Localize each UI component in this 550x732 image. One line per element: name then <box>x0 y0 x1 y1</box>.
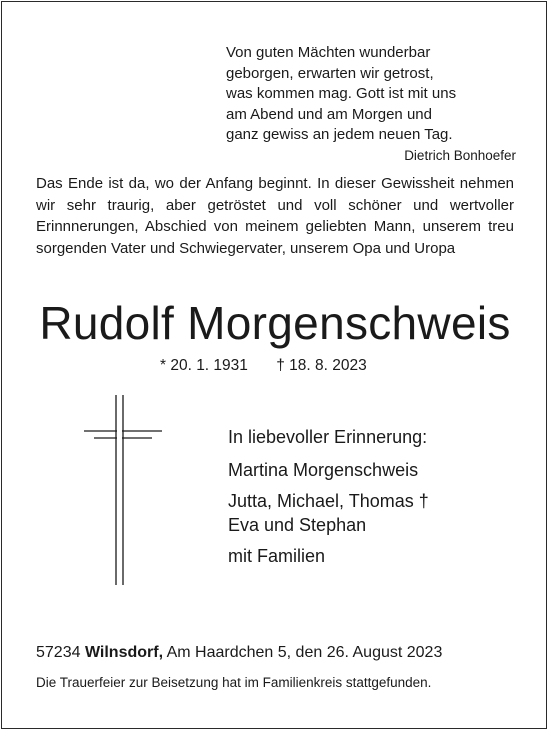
poem-quote <box>226 43 516 166</box>
funeral-note: Die Trauerfeier zur Beisetzung hat im Familienkreis stattgefunden. <box>36 675 432 690</box>
poem-line: ganz gewiss an jedem neuen Tag. <box>226 126 453 143</box>
poem-line: geborgen, erwarten wir getrost, <box>226 64 434 82</box>
mourner-name: Martina Morgenschweis <box>228 460 419 480</box>
poem-author: Dietrich Bonhoefer <box>404 147 516 163</box>
mourner-name: Jutta, Michael, Thomas † <box>228 491 429 511</box>
poem-line: am Abend und am Morgen und <box>226 105 432 123</box>
address-rest: Am Haardchen 5, den 26. August 2023 <box>166 644 443 661</box>
mourners-heading: In liebevoller Erinnerung: <box>228 427 428 447</box>
life-dates <box>160 357 367 375</box>
intro-text: Das Ende ist da, wo der Anfang beginnt. In dieser Gewissheit nehmen wir sehr traurig, aber getröstet und voll schöner und wertvoller Erinnnerungen, Abschied von meinem geliebten Mann, unserem treu sorgenden Vater und Schwiegervater, unserem Opa und Uropa <box>36 175 514 257</box>
postal-code: 57234 <box>36 644 81 661</box>
poem-line: was kommen mag. Gott ist mit uns <box>226 85 457 102</box>
mourners-list <box>228 425 429 568</box>
birth-date: * 20. 1. 1931 <box>160 357 248 374</box>
mourner-name: mit Familien <box>228 546 326 566</box>
poem-line: Von guten Mächten wunderbar <box>226 44 431 61</box>
deceased-name: Rudolf Morgenschweis <box>39 297 511 349</box>
city: Wilnsdorf, <box>84 644 164 661</box>
mourner-name: Eva und Stephan <box>228 515 367 535</box>
address-line <box>36 644 442 662</box>
cross-icon <box>80 395 170 585</box>
death-date: † 18. 8. 2023 <box>276 357 367 374</box>
